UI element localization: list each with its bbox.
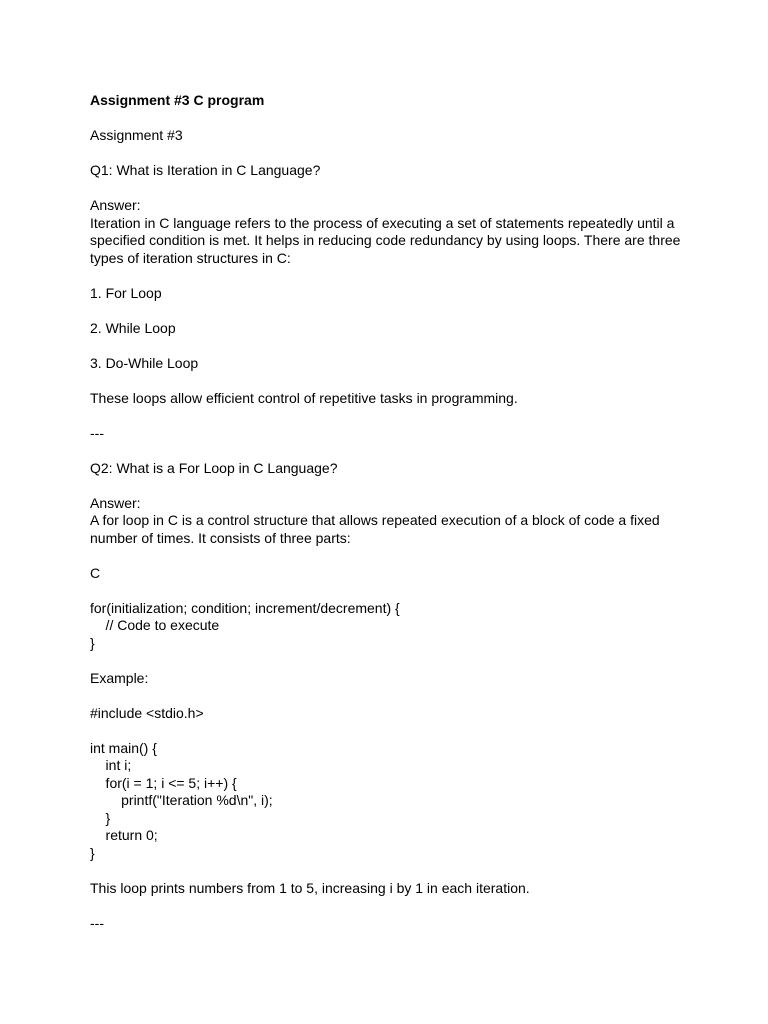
q1-conclusion: These loops allow efficient control of repetitive tasks in programming. [90,389,518,406]
spacer [90,145,690,163]
spacer [90,302,690,320]
spacer [90,862,690,880]
q1-question: Q1: What is Iteration in C Language? [90,162,321,178]
spacer [90,687,690,705]
q2-conclusion: This loop prints numbers from 1 to 5, increasing i by 1 in each iteration. [90,879,530,896]
spacer [90,180,690,198]
spacer [90,722,690,740]
syntax-code-line: // Code to execute [90,617,220,633]
separator: --- [90,914,104,931]
q2-answer-line: A for loop in C is a control structure that allows repeated execution of a block of code a fixed [90,512,660,528]
q1-answer-line: specified condition is met. It helps in reducing code redundancy by using loops. There are three [90,232,681,248]
q2-answer-line: number of times. It consists of three parts: [90,529,351,546]
example-code-line: for(i = 1; i <= 5; i++) { [90,774,237,791]
spacer [90,897,690,915]
separator: --- [90,424,104,441]
example-code-line: return 0; [90,827,158,843]
include-line: #include <stdio.h> [90,704,204,721]
spacer [90,547,690,565]
q1-answer-label: Answer: [90,197,141,213]
q2-question: Q2: What is a For Loop in C Language? [90,459,338,476]
example-code-line: } [90,844,95,861]
q1-list-item: 3. Do-While Loop [90,354,199,371]
q2-code-label: C [90,564,101,581]
syntax-code-line: } [90,634,95,651]
q1-answer-line: Iteration in C language refers to the process of executing a set of statements repeatedly until a [90,214,675,231]
spacer [90,372,690,390]
document-subtitle: Assignment #3 [90,127,183,143]
document-title: Assignment #3 C program [90,92,265,108]
spacer [90,442,690,460]
example-code-line: int i; [90,757,132,773]
q1-answer-line: types of iteration structures in C: [90,249,291,266]
q1-list-item: 1. For Loop [90,284,162,301]
spacer [90,337,690,355]
q2-answer-label: Answer: [90,494,141,511]
document-content [90,92,690,932]
example-code-line: } [90,809,111,826]
spacer [90,267,690,285]
syntax-code-line: for(initialization; condition; increment/decrement) { [90,599,400,616]
q1-list-item: 2. While Loop [90,319,176,336]
spacer [90,477,690,495]
spacer [90,407,690,425]
example-code-line: printf("Iteration %d\n", i); [90,792,273,808]
example-label: Example: [90,669,149,686]
spacer [90,110,690,128]
spacer [90,652,690,670]
example-code-line: int main() { [90,739,157,756]
spacer [90,582,690,600]
